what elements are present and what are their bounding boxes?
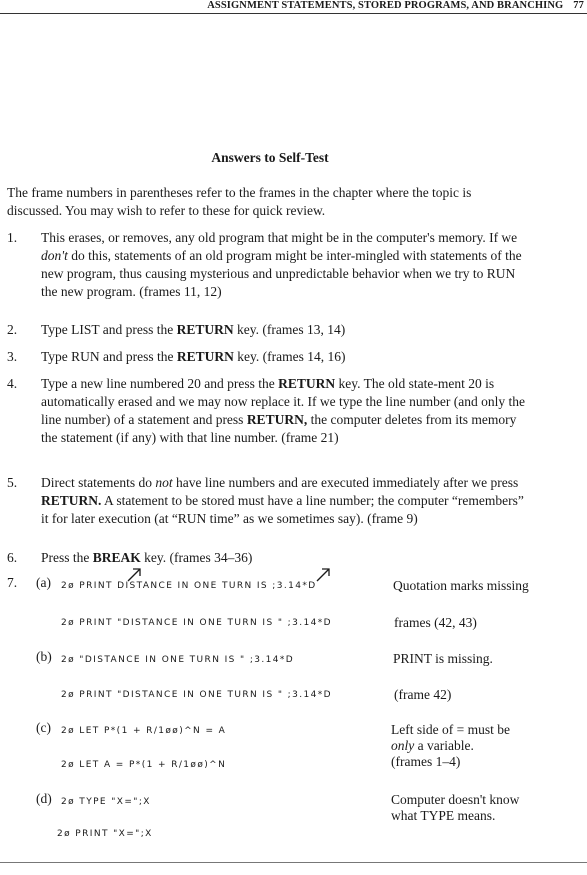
part-b-label: (b) (36, 649, 52, 664)
section-title: Answers to Self-Test (211, 150, 329, 165)
code-line: 2ø PRINT "X=";X (57, 829, 153, 839)
answer-text: Press the BREAK key. (frames 34–36) (41, 550, 253, 565)
answer-1 (7, 229, 537, 301)
code-line: 2ø TYPE "X=";X (61, 797, 151, 807)
note (391, 722, 510, 770)
code-line: 2ø LET P*(1 + R/1øø)^N = A (61, 726, 227, 736)
answer-2 (7, 321, 537, 339)
emphasis: not (155, 475, 173, 490)
key-name: RETURN (176, 322, 234, 337)
key-name: RETURN. (41, 493, 102, 508)
emphasis: only (391, 738, 415, 753)
note (391, 792, 519, 824)
page-number: 77 (573, 0, 584, 11)
answer-3 (7, 348, 537, 366)
code-line: 2ø PRINT "DISTANCE IN ONE TURN IS " ;3.14*D (61, 690, 332, 700)
answer-7-number: 7. (7, 575, 18, 590)
code-line: 2ø PRINT "DISTANCE IN ONE TURN IS " ;3.14*D (61, 618, 332, 628)
answer-number: 4. (7, 376, 18, 391)
code-line: 2ø LET A = P*(1 + R/1øø)^N (61, 760, 227, 770)
answer-4 (7, 375, 537, 447)
code-line: 2ø PRINT DISTANCE IN ONE TURN IS ;3.14*D (61, 581, 317, 591)
key-name: RETURN, (246, 412, 308, 427)
note: PRINT is missing. (393, 651, 493, 666)
header-rule (0, 13, 587, 14)
note: (frame 42) (394, 687, 452, 702)
key-name: RETURN (176, 349, 234, 364)
answer-number: 5. (7, 475, 18, 490)
code-line: 2ø "DISTANCE IN ONE TURN IS " ;3.14*D (61, 655, 295, 665)
answer-text: Type LIST and press the RETURN key. (frames 13, 14) (41, 322, 346, 337)
running-head (207, 0, 584, 11)
note-line: Left side of = must be (391, 722, 510, 737)
key-name: BREAK (92, 550, 141, 565)
key-name: RETURN (278, 376, 336, 391)
intro-paragraph: The frame numbers in parentheses refer to the frames in the chapter where the topic is discussed. You may wish to refer to these for quick review. (7, 185, 472, 218)
footer-rule (0, 862, 587, 863)
answer-text: Type a new line numbered 20 and press the RETURN key. The old state-ment 20 is automatically erased and we may now replace it. If we type the line number (and only the line number) of a statement and press RETURN, the computer deletes from its memory the statement (if any) with that line number. (frame 21) (41, 376, 525, 445)
running-head-title: ASSIGNMENT STATEMENTS, STORED PROGRAMS, AND BRANCHING (207, 0, 564, 11)
answer-number: 6. (7, 550, 18, 565)
note-line: what TYPE means. (391, 808, 496, 823)
note-line (391, 738, 510, 754)
note: Quotation marks missing (393, 578, 529, 593)
answer-text: Direct statements do not have line numbers and are executed immediately after we press RETURN. A statement to be stored must have a line number; the computer “remembers” it for later execution (at “RUN time” as we sometimes say). (frame 9) (41, 475, 524, 526)
note-line: Computer doesn't know (391, 792, 520, 807)
answer-text: This erases, or removes, any old program that might be in the computer's memory. If we don't do this, statements of an old program might be inter-mingled with statements of the new program, thus causing mysterious and unpredictable behavior when we try to RUN the new program. (frames 11, 12) (41, 230, 522, 299)
note: frames (42, 43) (394, 615, 477, 630)
answer-5 (7, 474, 537, 528)
emphasis: don't (41, 248, 68, 263)
note-text: a variable. (414, 738, 474, 753)
answer-number: 2. (7, 322, 18, 337)
part-c-label: (c) (36, 720, 51, 735)
answer-number: 1. (7, 230, 18, 245)
answer-6 (7, 549, 537, 567)
answer-text: Type RUN and press the RETURN key. (frames 14, 16) (41, 349, 346, 364)
part-d-label: (d) (36, 791, 52, 806)
part-a-label: (a) (36, 575, 51, 590)
answer-number: 3. (7, 349, 18, 364)
note-line: (frames 1–4) (391, 754, 461, 769)
